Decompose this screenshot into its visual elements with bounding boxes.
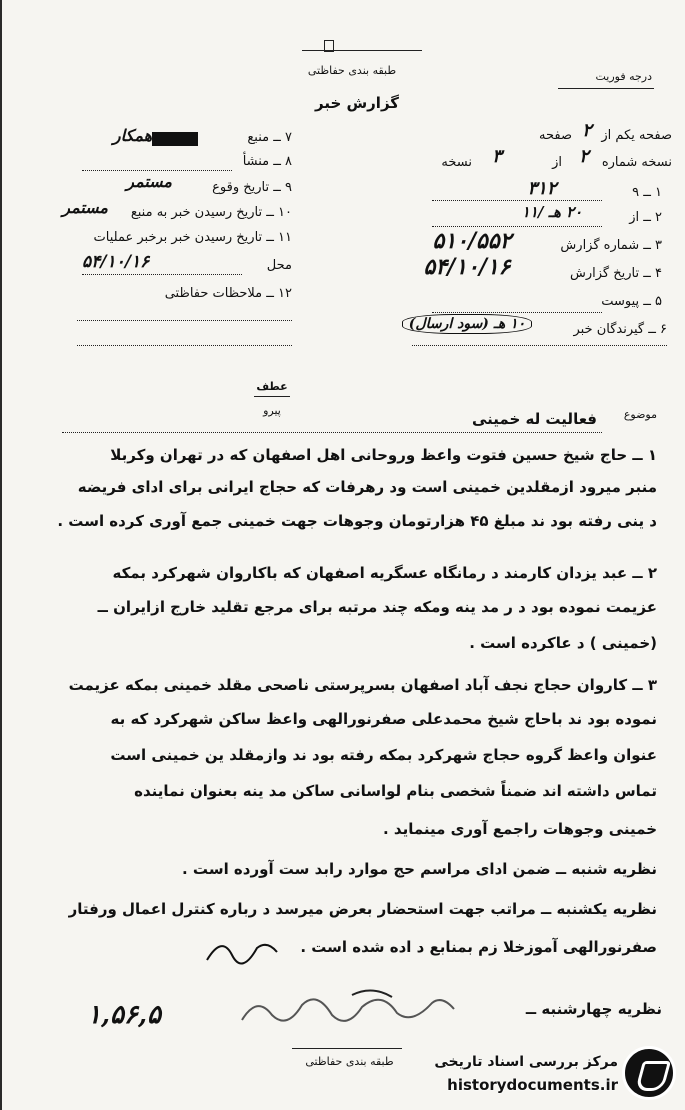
field-source-value: همکار <box>112 126 152 145</box>
watermark-title: مرکز بررسی اسناد تاریخی <box>434 1054 618 1070</box>
copy-number-label: نسخه شماره <box>601 155 672 170</box>
field-security-notes-label: ۱۲ ــ ملاحظات حفاظتی <box>164 286 292 301</box>
body-line: د ینی رفته بود ند مبلغ ۴۵ هزارتومان وجوهات جهت خمینی جمع آوری کرده است . <box>57 512 657 530</box>
body-line: نظریه شنبه ــ ضمن ادای مراسم حج موارد رابد ست آورده است . <box>182 860 657 878</box>
body-line: خمینی وجوهات راجمع آوری مینماید . <box>383 820 657 838</box>
body-line: ۱ ــ حاج شیخ حسین فتوت واعظ وروحانی اهل اصفهان که در تهران وکربلا <box>110 446 657 464</box>
report-number-label: ۳ ــ شماره گزارش <box>560 238 662 253</box>
field-to-label: ۱ ــ ۹ <box>632 185 662 200</box>
notes-line-2 <box>77 345 292 346</box>
body-line: عزیمت نموده بود د ر مد ینه ومکه چند مرتبه برای مرجع تقلید خارج ازایران ــ <box>97 598 657 616</box>
field-place-value: ۵۴/۱۰/۱۶ <box>82 252 150 272</box>
report-number-value: ۵۱۰/۵۵۲ <box>432 228 512 254</box>
field-place-label: محل <box>266 258 292 273</box>
field-ops-label: ۱۱ ــ تاریخ رسیدن خبر برخبر عملیات <box>93 230 292 245</box>
copy-suffix: نسخه <box>441 155 472 170</box>
subject-label: موضوع <box>623 408 657 421</box>
notes-line-1 <box>77 320 292 321</box>
watermark-url: historydocuments.ir <box>447 1076 618 1094</box>
body-line: عنوان واعظ گروه حجاج شهرکرد بمکه رفته بود ند وازمقلد ین خمینی است <box>110 746 657 764</box>
recipients-value: ۱۰ هـ (سود ارسال) <box>402 314 532 334</box>
field-from-line <box>432 226 602 227</box>
page-suffix: صفحه <box>539 128 572 143</box>
body-line: ۲ ــ عبد یزدان کارمند د رمانگاه عسگریه اصفهان که باکاروان شهرکرد بمکه <box>112 564 657 582</box>
field-event-date-label: ۹ ــ تاریخ وقوع <box>212 180 292 195</box>
recipients-line <box>412 345 667 346</box>
recipients-label: ۶ ــ گیرندگان خبر <box>573 322 667 337</box>
body-line: نظریه یکشنبه ــ مراتب جهت استحضار بعرض میرسد د رباره کنترل اعمال ورفتار <box>68 900 657 918</box>
watermark <box>382 1040 682 1105</box>
attachment-label: ۵ ــ پیوست <box>601 294 662 309</box>
peyro-label: پیرو <box>263 404 281 417</box>
field-from-value: ۲۰ هـ /۱۱ <box>521 203 583 221</box>
field-from-label: ۲ ــ از <box>629 210 662 225</box>
wednesday-opinion-label: نظریه چهارشنبه ــ <box>525 1000 662 1018</box>
header-rule <box>302 50 422 51</box>
body-line: صفرنورالهی آموزخلا زم بمنابع د اده شده است . <box>300 938 657 956</box>
field-to-line <box>432 200 602 201</box>
field-source-label: ۷ ــ منبع <box>247 130 292 145</box>
field-to-value: ۳۱۲ <box>527 178 557 199</box>
field-place-line <box>82 274 242 275</box>
report-date-label: ۴ ــ تاریخ گزارش <box>570 266 662 281</box>
field-origin-label: ۸ ــ منشأ <box>242 154 292 169</box>
signature-mark <box>202 930 282 970</box>
body-line: ۳ ــ کاروان حجاج نجف آباد اصفهان بسرپرستی ناصحی مقلد خمینی بمکه عزیمت <box>68 676 657 694</box>
priority-line <box>558 88 654 89</box>
page-of-label: صفحه یکم از <box>601 128 672 143</box>
redaction-mark <box>152 132 198 146</box>
field-received-label: ۱۰ ــ تاریخ رسیدن خبر به منبع <box>130 205 292 220</box>
classification-label: طبقه بندی حفاظتی <box>307 64 397 77</box>
page-stamp-number: ۱,۵۶,۵ <box>87 1000 161 1030</box>
page-of-value: ۲ <box>582 120 592 141</box>
copy-number-value: ۲ <box>579 146 589 167</box>
attachment-line <box>432 312 602 313</box>
copy-total-value: ۳ <box>492 146 502 167</box>
field-received-value: مستمر <box>62 198 108 217</box>
handwritten-signature <box>232 985 462 1035</box>
priority-label: درجه فوریت <box>595 70 652 83</box>
report-title: گزارش خبر <box>314 94 400 112</box>
body-line: منبر میرود ازمقلدین خمینی است ود رهرفات که حجاج ایرانی برای ادای فریضه <box>77 478 657 496</box>
body-line: نموده بود ند باحاج شیخ محمدعلی صفرنورالهی واعظ ساکن شهرکرد که به <box>110 710 657 728</box>
ataf-label: عطف <box>256 380 288 393</box>
footer-classification-label: طبقه بندی حفاظتی <box>305 1055 394 1068</box>
archive-logo-icon <box>622 1046 676 1100</box>
field-origin-line <box>82 170 232 171</box>
subject-line <box>62 432 602 433</box>
copy-of-label: از <box>552 155 562 170</box>
body-line: تماس داشته اند ضمناً شخصی بنام لواسانی ساکن مد ینه بعنوان نماینده <box>134 782 657 800</box>
ataf-rule <box>254 396 290 397</box>
body-line: (خمینی ) د عاکرده است . <box>469 634 657 652</box>
field-event-date-value: مستمر <box>126 172 172 191</box>
subject-value: فعالیت له خمینی <box>471 410 597 428</box>
report-date-value: ۵۴/۱۰/۱۶ <box>423 254 511 280</box>
